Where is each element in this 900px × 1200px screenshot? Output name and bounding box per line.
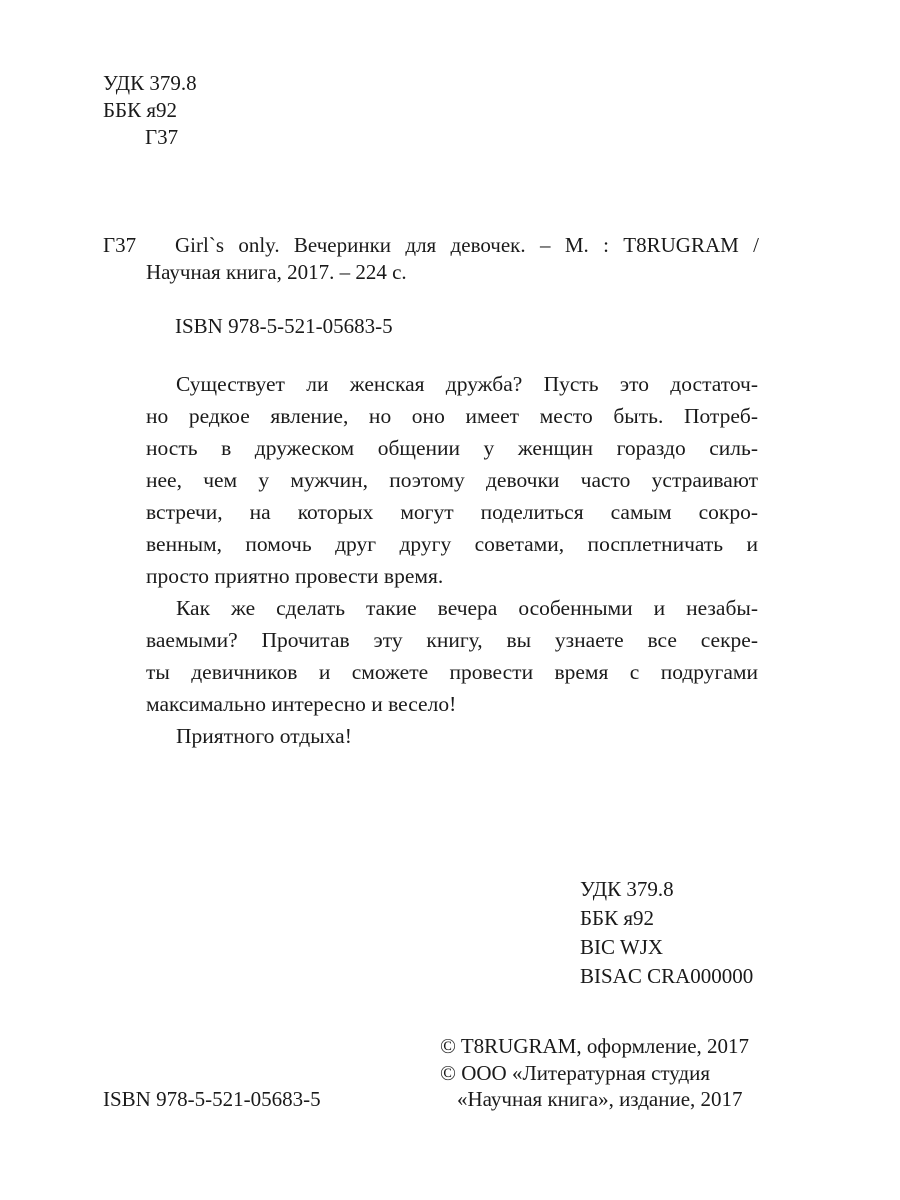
copyright-line-1: © T8RUGRAM, оформление, 2017	[440, 1034, 750, 1058]
annotation-line: венным, помочь друг другу советами, посплетничать и	[146, 532, 758, 556]
annotation-line: Как же сделать такие вечера особенными и незабы-	[176, 596, 758, 620]
classification-codes	[580, 875, 753, 991]
bibliography-author-mark: Г37	[103, 233, 137, 257]
annotation-line: Приятного отдыха!	[176, 724, 352, 748]
annotation	[146, 368, 758, 752]
bibliography-line-1: Girl`s only. Вечеринки для девочек. – М. : T8RUGRAM /	[175, 233, 759, 257]
annotation-line: просто приятно провести время.	[146, 564, 444, 588]
annotation-line: нее, чем у мужчин, поэтому девочки часто устраивают	[146, 468, 758, 492]
annotation-line: но редкое явление, но оно имеет место быть. Потреб-	[146, 404, 758, 428]
bisac-code: BISAC CRA000000	[580, 964, 754, 988]
annotation-line: ность в дружеском общении у женщин гораздо силь-	[146, 436, 758, 460]
isbn-description: ISBN 978-5-521-05683-5	[175, 314, 393, 338]
bic-code: BIC WJX	[580, 935, 664, 959]
copyright-line-3: «Научная книга», издание, 2017	[457, 1087, 743, 1111]
annotation-line: ты девичников и сможете провести время с подругами	[146, 660, 758, 684]
annotation-line: максимально интересно и весело!	[146, 692, 457, 716]
copyright-line-2: © ООО «Литературная студия	[440, 1061, 711, 1085]
udk-code-top: УДК 379.8	[103, 71, 197, 95]
bbk-code-top: ББК я92	[103, 98, 178, 122]
udk-code: УДК 379.8	[580, 877, 674, 901]
annotation-line: Существует ли женская дружба? Пусть это достаточ-	[176, 372, 758, 396]
author-mark-top: Г37	[145, 125, 179, 149]
bibliography-line-2: Научная книга, 2017. – 224 с.	[146, 260, 407, 284]
isbn-bottom: ISBN 978-5-521-05683-5	[103, 1087, 321, 1111]
bbk-code: ББК я92	[580, 906, 655, 930]
annotation-line: встречи, на которых могут поделиться самым сокро-	[146, 500, 758, 524]
annotation-line: ваемыми? Прочитав эту книгу, вы узнаете все секре-	[146, 628, 758, 652]
